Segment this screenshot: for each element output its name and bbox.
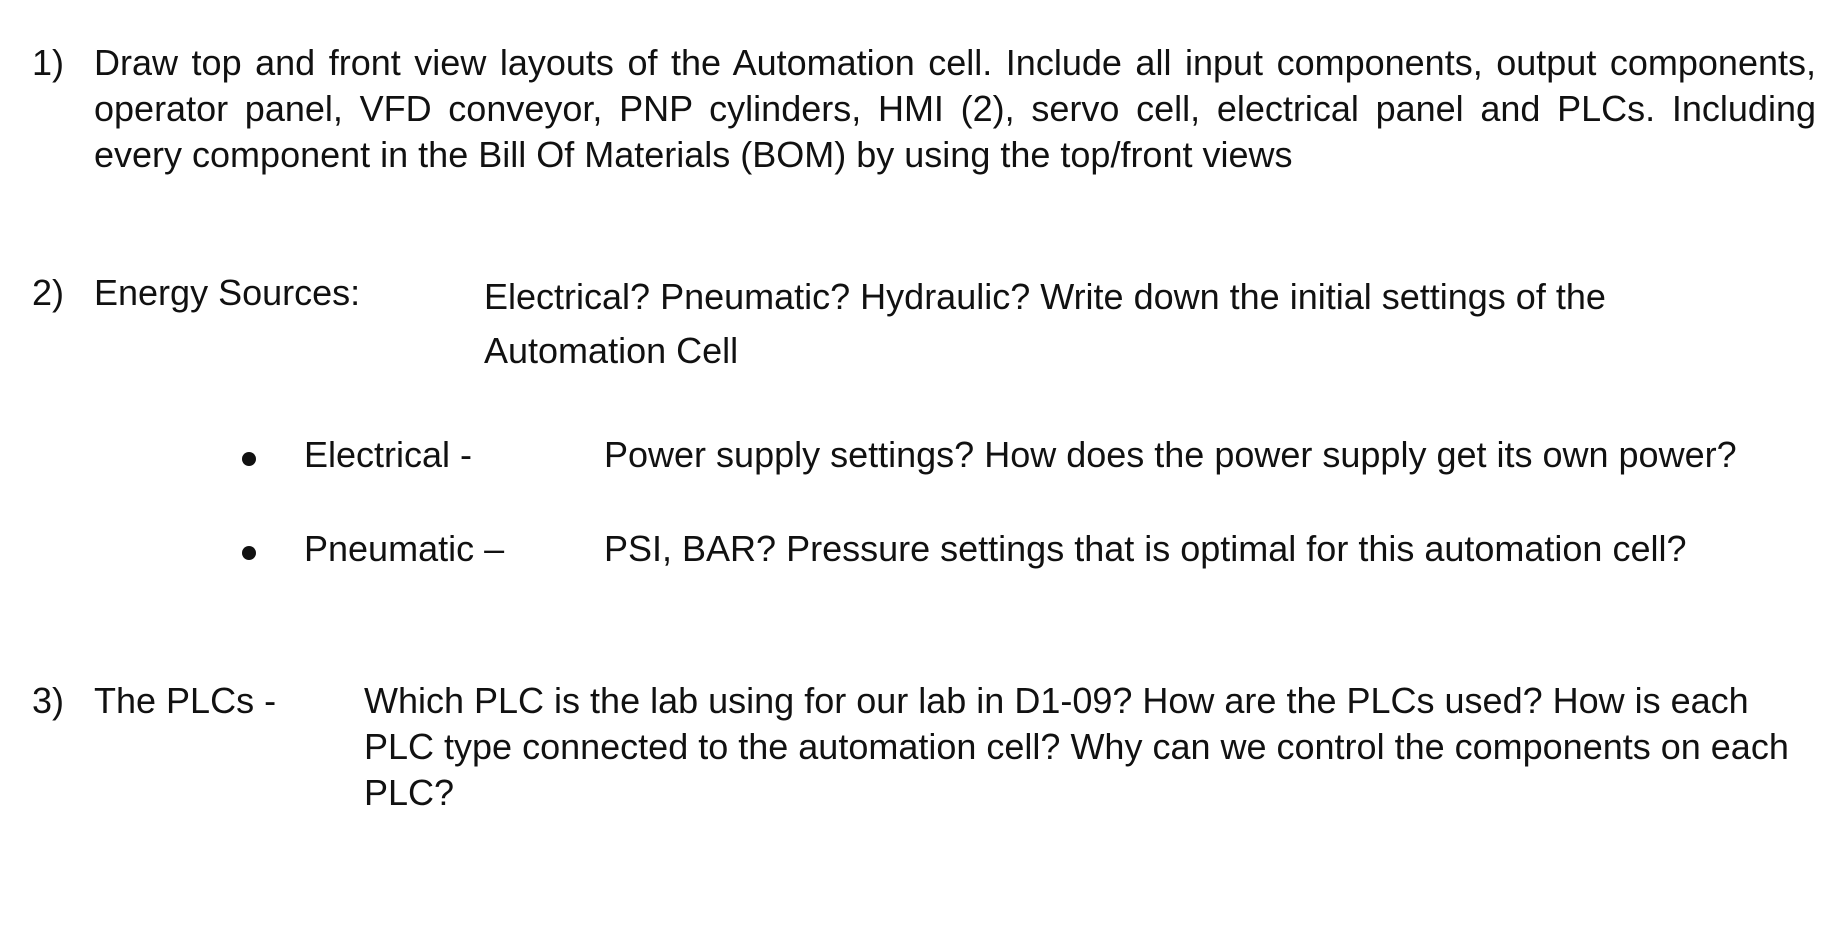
question-1-number: 1): [32, 42, 65, 83]
question-3-label: The PLCs -: [94, 680, 277, 721]
question-2-number: 2): [32, 272, 65, 313]
bullet-icon: [242, 546, 256, 560]
question-1-text: Draw top and front view layouts of the Automation cell. Include all input components, output components, operator panel, VFD conveyor, PNP cylinders, HMI (2), servo cell, electrical panel and PLCs. Including every component in the Bill Of Materials (BOM) by using the top/front views: [94, 42, 1816, 175]
question-2-text: Electrical? Pneumatic? Hydraulic? Write down the initial settings of the Automation Cell: [484, 276, 1606, 371]
bullet-electrical-label: Electrical -: [304, 434, 473, 475]
bullet-icon: [242, 452, 256, 466]
bullet-pneumatic-text: PSI, BAR? Pressure settings that is optimal for this automation cell?: [604, 528, 1687, 569]
question-2-label: Energy Sources:: [94, 272, 361, 313]
question-3-text: Which PLC is the lab using for our lab in D1-09? How are the PLCs used? How is each PLC type connected to the automation cell? Why can we control the components on each PLC?: [364, 680, 1789, 813]
question-3-number: 3): [32, 680, 65, 721]
bullet-pneumatic-label: Pneumatic –: [304, 528, 505, 569]
bullet-electrical-text: Power supply settings? How does the power supply get its own power?: [604, 434, 1737, 475]
